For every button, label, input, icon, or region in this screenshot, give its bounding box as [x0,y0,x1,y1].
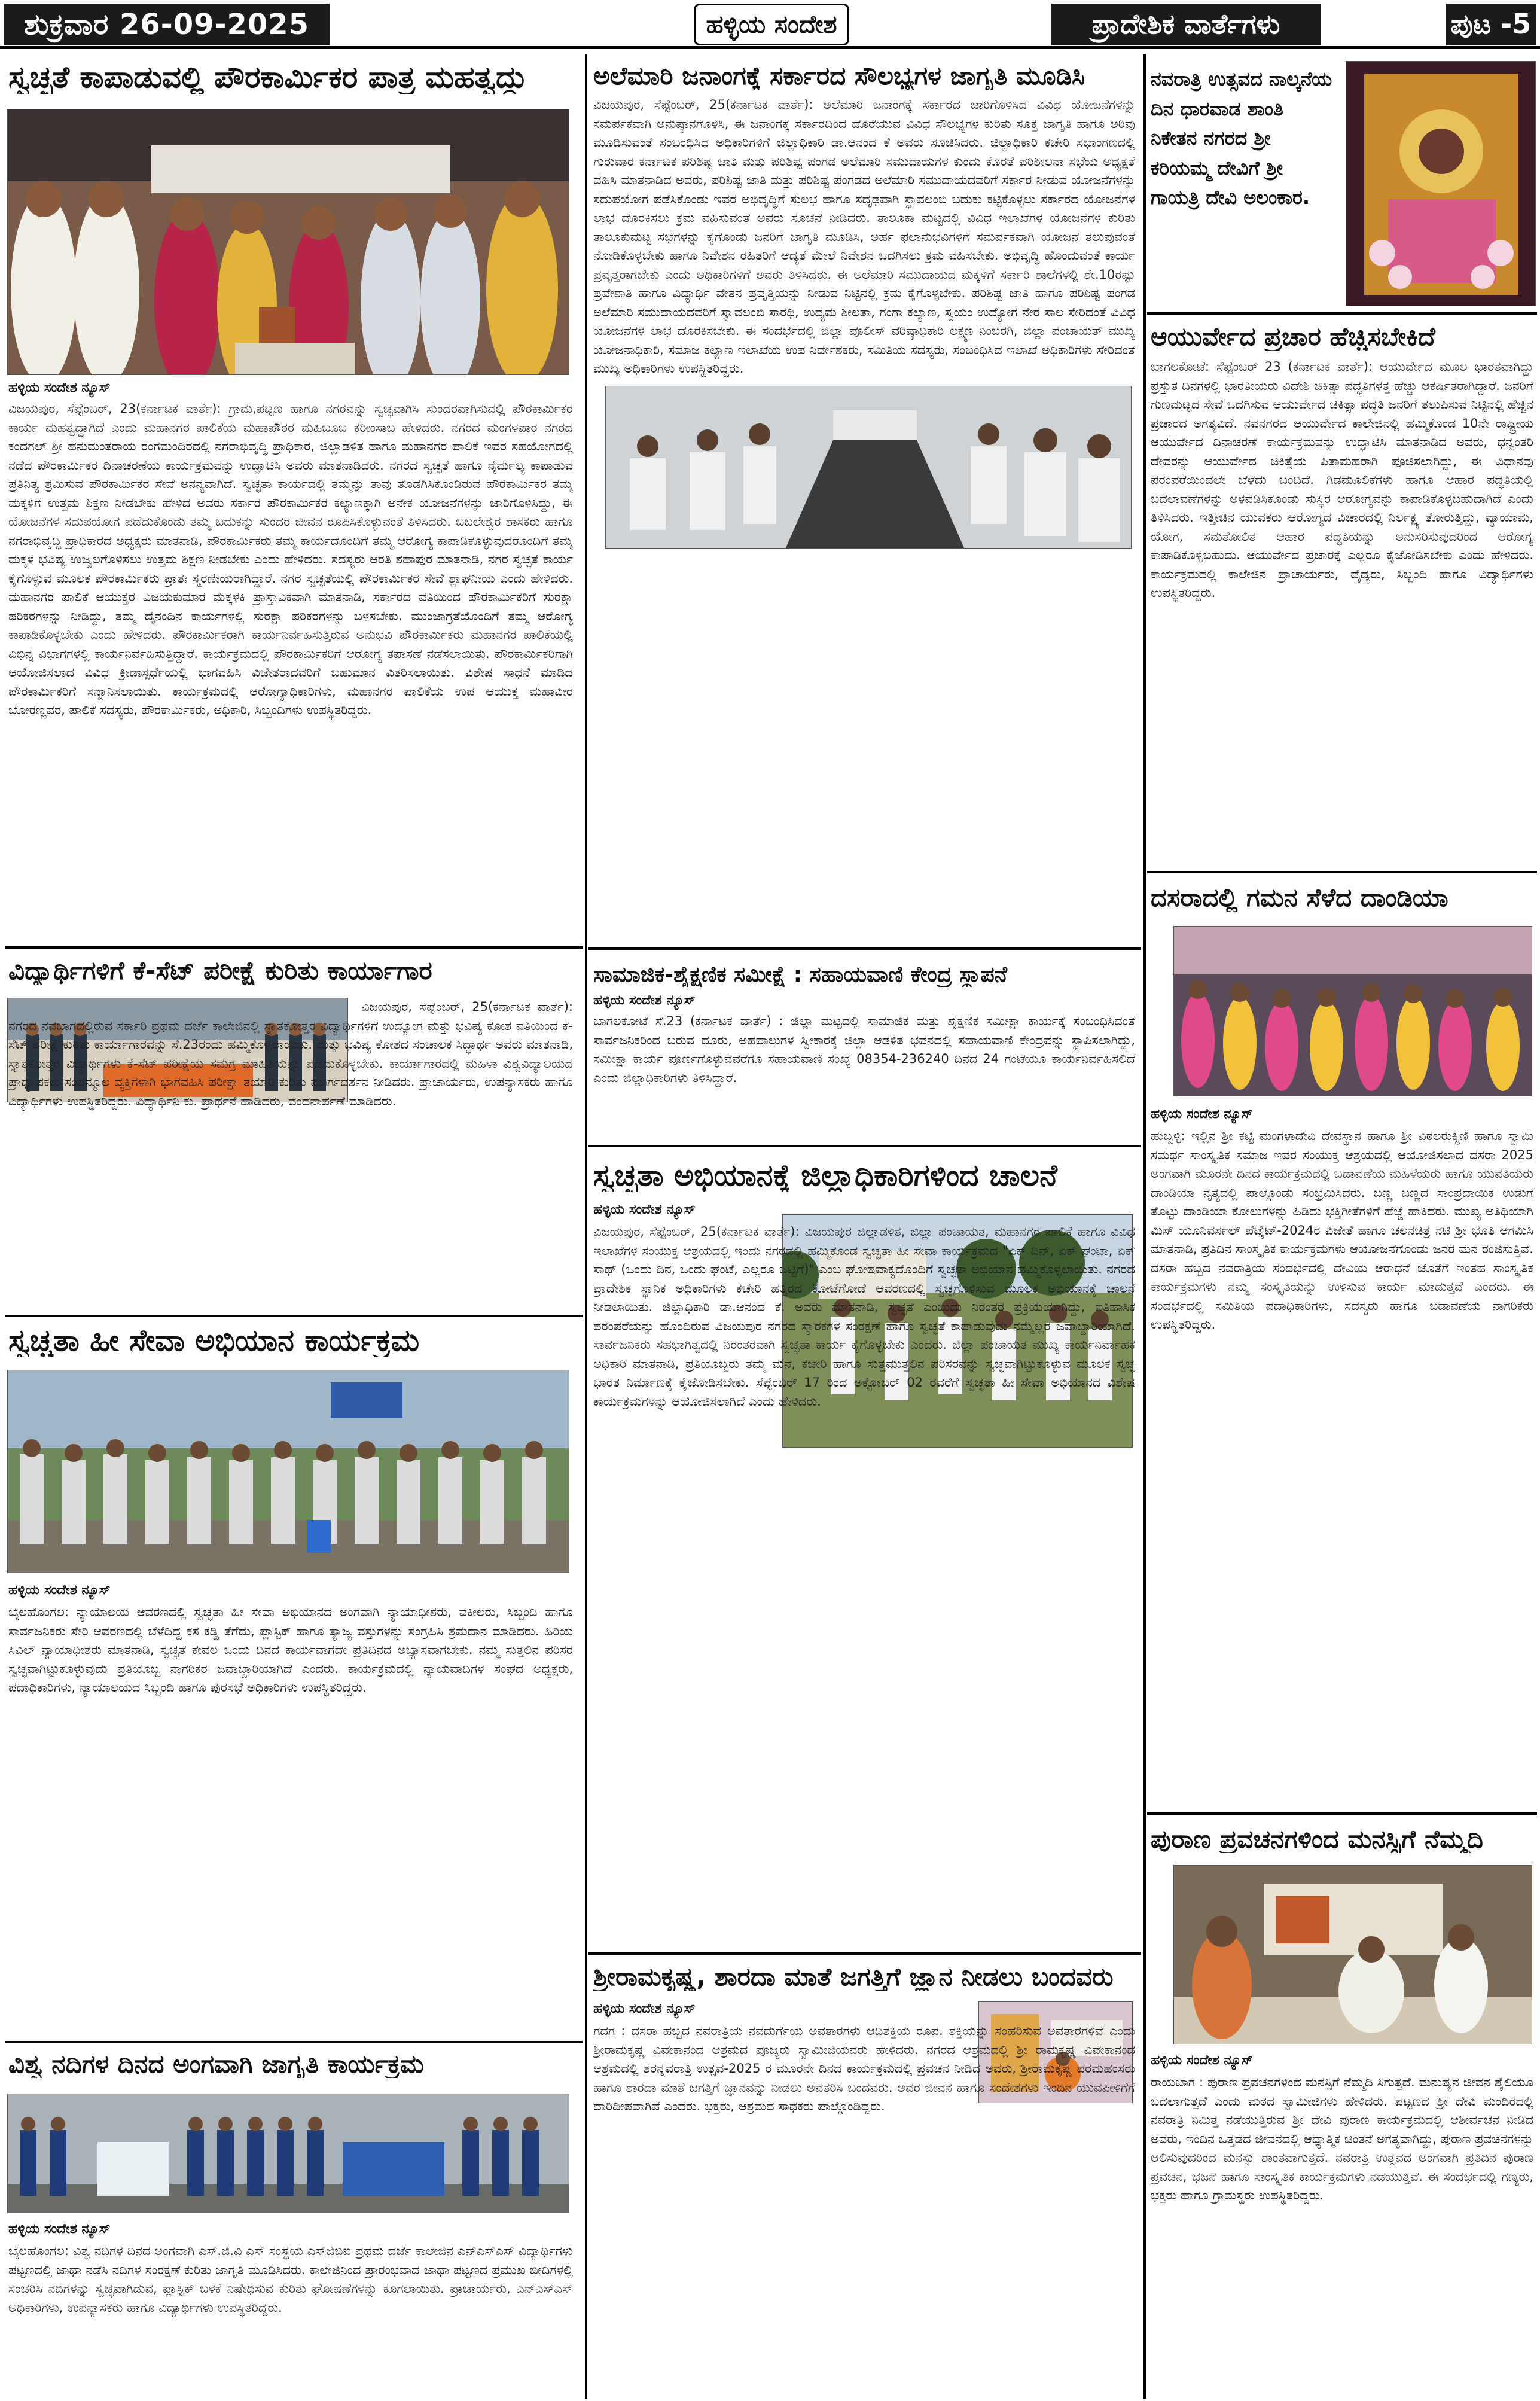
article-divider [5,2041,583,2043]
masthead [0,0,1540,49]
article-photo [7,1370,569,1573]
article-headline: ವಿಶ್ವ ನದಿಗಳ ದಿನದ ಅಂಗವಾಗಿ ಜಾಗೃತಿ ಕಾರ್ಯಕ್ರಮ [8,2050,424,2079]
article-photo [1346,61,1536,306]
page-number: ಪುಟ -5 [1446,4,1536,45]
article-body: ಗದಗ : ದಸರಾ ಹಬ್ಬದ ನವರಾತ್ರಿಯ ನವದುರ್ಗೆಯ ಅವತಾರಗಳು ಆದಿಶಕ್ತಿಯ ರೂಪ. ಶಕ್ತಿಯನ್ನು ಸಂಹರಿಸುವ ಅವತಾರಗಳಿವೆ ಎಂದು ಶ್ರೀರಾಮಕೃಷ್ಣ ವಿವೇಕಾನಂದ ಆಶ್ರಮದ ಪೂಜ್ಯರು ಸ್ವಾಮೀಜಿಯವರು ಹೇಳಿದರು. ನಗರದ ಆಶ್ರಮದಲ್ಲಿ ಶ್ರೀ ರಾಮಕೃಷ್ಣ ವಿವೇಕಾನಂದ ಆಶ್ರಮದಲ್ಲಿ ಶರನ್ನವರಾತ್ರಿ ಉತ್ಸವ-2025 ರ ಮೂರನೇ ದಿನದ ಕಾರ್ಯಕ್ರಮದಲ್ಲಿ ಪ್ರವಚನ ನೀಡಿದ ಅವರು, ಶ್ರೀರಾಮಕೃಷ್ಣ ಪರಮಹಂಸರು ಹಾಗೂ ಶಾರದಾ ಮಾತೆ ಜಗತ್ತಿಗೆ ಜ್ಞಾನವನ್ನು ನೀಡಲು ಅವತರಿಸಿ ಬಂದವರು. ಅವರ ಜೀವನ ಹಾಗೂ ಸಂದೇಶಗಳು ಇಂದಿನ ಯುವಪೀಳಿಗೆಗೆ ದಾರಿದೀಪವಾಗಿವೆ ಎಂದರು. ಭಕ್ತರು, ಆಶ್ರಮದ ಸಾಧಕರು ಪಾಲ್ಗೊಂಡಿದ್ದರು. [593,2024,1135,2113]
article-byline: ಹಳ್ಳಿಯ ಸಂದೇಶ ನ್ಯೂಸ್ [8,380,111,395]
article-byline: ಹಳ್ಳಿಯ ಸಂದೇಶ ನ್ಯೂಸ್ [8,2222,111,2237]
article-body: ಬಾಗಲಕೋಟೆ ಸೆ.23 (ಕರ್ನಾಟಕ ವಾರ್ತೆ) : ಜಿಲ್ಲಾ ಮಟ್ಟದಲ್ಲಿ ಸಾಮಾಜಿಕ ಮತ್ತು ಶೈಕ್ಷಣಿಕ ಸಮೀಕ್ಷಾ ಕಾರ್ಯಕ್ಕೆ ಸಂಬಂಧಿಸಿದಂತೆ ಸಾರ್ವಜನಿಕರಿಂದ ಬರುವ ದೂರು, ಅಹವಾಲುಗಳ ಸ್ವೀಕಾರಕ್ಕೆ ಜಿಲ್ಲಾ ಆಡಳಿತ ಭವನದಲ್ಲಿ ಸಹಾಯವಾಣಿ ಕೇಂದ್ರವನ್ನು ಸ್ಥಾಪಿಸಲಾಗಿದ್ದು, ಸಮೀಕ್ಷಾ ಕಾರ್ಯ ಪೂರ್ಣಗೊಳ್ಳುವವರೆಗೂ ಸಹಾಯವಾಣಿ ಸಂಖ್ಯೆ 08354-236240 ದಿನದ 24 ಗಂಟೆಯೂ ಕಾರ್ಯನಿರ್ವಹಿಸಲಿದೆ ಎಂದು ಜಿಲ್ಲಾಧಿಕಾರಿಗಳು ತಿಳಿಸಿದ್ದಾರೆ. [593,1014,1135,1085]
article-headline: ಸ್ವಚ್ಛತೆ ಕಾಪಾಡುವಲ್ಲಿ ಪೌರಕಾರ್ಮಿಕರ ಪಾತ್ರ ಮಹತ್ವದ್ದು [8,61,527,94]
article-byline: ಹಳ್ಳಿಯ ಸಂದೇಶ ನ್ಯೂಸ್ [1151,1107,1253,1122]
article-body: ಬೈಲಹೊಂಗಲ: ನ್ಯಾಯಾಲಯ ಆವರಣದಲ್ಲಿ ಸ್ವಚ್ಛತಾ ಹೀ ಸೇವಾ ಅಭಿಯಾನದ ಅಂಗವಾಗಿ ನ್ಯಾಯಾಧೀಶರು, ವಕೀಲರು, ಸಿಬ್ಬಂದಿ ಹಾಗೂ ಸಾರ್ವಜನಿಕರು ಸೇರಿ ಆವರಣದಲ್ಲಿ ಬೆಳೆದಿದ್ದ ಕಸ ಕಡ್ಡಿ ತೆಗೆದು, ಪ್ಲಾಸ್ಟಿಕ್ ಹಾಗೂ ತ್ಯಾಜ್ಯ ವಸ್ತುಗಳನ್ನು ಸಂಗ್ರಹಿಸಿ ಶ್ರಮದಾನ ಮಾಡಿದರು. ಹಿರಿಯ ಸಿವಿಲ್ ನ್ಯಾಯಾಧೀಶರು ಮಾತನಾಡಿ, ಸ್ವಚ್ಛತೆ ಕೇವಲ ಒಂದು ದಿನದ ಕಾರ್ಯವಾಗದೇ ಪ್ರತಿದಿನದ ಅಭ್ಯಾಸವಾಗಬೇಕು. ನಮ್ಮ ಸುತ್ತಲಿನ ಪರಿಸರ ಸ್ವಚ್ಛವಾಗಿಟ್ಟುಕೊಳ್ಳುವುದು ಪ್ರತಿಯೊಬ್ಬ ನಾಗರಿಕರ ಜವಾಬ್ದಾರಿಯಾಗಿದೆ ಎಂದರು. ಕಾರ್ಯಕ್ರಮದಲ್ಲಿ ನ್ಯಾಯವಾದಿಗಳ ಸಂಘದ ಅಧ್ಯಕ್ಷರು, ಪದಾಧಿಕಾರಿಗಳು, ನ್ಯಾಯಾಲಯದ ಸಿಬ್ಬಂದಿ ಹಾಗೂ ಪುರಸಭೆ ಅಧಿಕಾರಿಗಳು ಉಪಸ್ಥಿತರಿದ್ದರು. [8,1605,573,1695]
article-headline: ದಸರಾದಲ್ಲಿ ಗಮನ ಸೆಳೆದ ದಾಂಡಿಯಾ [1151,884,1448,912]
photo-caption: ನವರಾತ್ರಿ ಉತ್ಸವದ ನಾಲ್ಕನೆಯ ದಿನ ಧಾರವಾಡ ಶಾಂತಿ ನಿಕೇತನ ನಗರದ ಶ್ರೀ ಕರಿಯಮ್ಮ ದೇವಿಗೆ ಶ್ರೀ ಗಾಯತ್ರಿ ದೇವಿ ಅಲಂಕಾರ. [1151,68,1332,209]
article-photo [7,2094,569,2213]
article-divider [588,1145,1141,1147]
article-body-continued [593,556,1135,939]
section-title: ಪ್ರಾದೇಶಿಕ ವಾರ್ತೆಗಳು [1051,4,1321,45]
article-divider [5,1315,583,1317]
article-divider [1147,871,1537,873]
article-body: ಬೈಲಹೊಂಗಲ: ವಿಶ್ವ ನದಿಗಳ ದಿನದ ಅಂಗವಾಗಿ ಎಸ್.ಜಿ.ವಿ ಎಸ್ ಸಂಸ್ಥೆಯ ಎಸ್‌ಜಿಬಿಐ ಪ್ರಥಮ ದರ್ಜೆ ಕಾಲೇಜಿನ ಎನ್ಎಸ್ಎಸ್ ವಿದ್ಯಾರ್ಥಿಗಳು ಪಟ್ಟಣದಲ್ಲಿ ಜಾಥಾ ನಡೆಸಿ ನದಿಗಳ ಸಂರಕ್ಷಣೆ ಕುರಿತು ಜಾಗೃತಿ ಮೂಡಿಸಿದರು. ಕಾಲೇಜಿನಿಂದ ಪ್ರಾರಂಭವಾದ ಜಾಥಾ ಪಟ್ಟಣದ ಪ್ರಮುಖ ಬೀದಿಗಳಲ್ಲಿ ಸಂಚರಿಸಿ ನದಿಗಳನ್ನು ಸ್ವಚ್ಛವಾಗಿಡುವ, ಪ್ಲಾಸ್ಟಿಕ್ ಬಳಕೆ ನಿಷೇಧಿಸುವ ಕುರಿತು ಘೋಷಣೆಗಳನ್ನು ಕೂಗಲಾಯಿತು. ಪ್ರಾಚಾರ್ಯರು, ಎನ್ಎಸ್ಎಸ್ ಅಧಿಕಾರಿಗಳು, ಉಪನ್ಯಾಸಕರು ಹಾಗೂ ವಿದ್ಯಾರ್ಥಿಗಳು ಉಪಸ್ಥಿತರಿದ್ದರು. [8,2244,573,2315]
article-body: ಬಾಗಲಕೋಟೆ: ಸೆಪ್ಟೆಂಬರ್ 23 (ಕರ್ನಾಟಕ ವಾರ್ತೆ): ಆಯುರ್ವೇದ ಮೂಲ ಭಾರತವಾಗಿದ್ದು ಪ್ರಸ್ತುತ ದಿನಗಳಲ್ಲಿ ಭಾರತೀಯರು ವಿದೇಶಿ ಚಿಕಿತ್ಸಾ ಪದ್ಧತಿಗಳತ್ತ ಹೆಚ್ಚು ಆಕರ್ಷಿತರಾಗಿದ್ದಾರೆ. ಜನರಿಗೆ ಗುಣಮಟ್ಟದ ಸೇವೆ ಒದಗಿಸುವ ಆಯುರ್ವೇದ ಚಿಕಿತ್ಸಾ ಪದ್ಧತಿ ಜನರಿಗೆ ತಲುಪಿಸುವ ನಿಟ್ಟಿನಲ್ಲಿ ಹೆಚ್ಚಿನ ಪ್ರಚಾರದ ಅಗತ್ಯವಿದೆ. ನವನಗರದ ಆಯುರ್ವೇದ ಕಾಲೇಜಿನಲ್ಲಿ ಹಮ್ಮಿಕೊಂಡ 10ನೇ ರಾಷ್ಟ್ರೀಯ ಆಯುರ್ವೇದ ದಿನಾಚರಣೆ ಕಾರ್ಯಕ್ರಮವನ್ನು ಉದ್ಘಾಟಿಸಿ ಮಾತನಾಡಿದ ಅವರು, ಧನ್ವಂತರಿ ದೇವರನ್ನು ಆಯುರ್ವೇದ ಚಿಕಿತ್ಸೆಯ ಪಿತಾಮಹರಾಗಿ ಪೂಜಿಸಲಾಗಿದ್ದು, ಈ ವಿಧಾನವು ಪರಂಪರೆಯಿಂದಲೇ ಬೆಳೆದು ಬಂದಿದೆ. ಗಿಡಮೂಲಿಕೆಗಳು ಹಾಗೂ ಆಹಾರ ಪದ್ಧತಿಯಲ್ಲಿ ಬದಲಾವಣೆಗಳನ್ನು ಅಳವಡಿಸಿಕೊಂಡು ಸುಸ್ಥಿರ ಆರೋಗ್ಯವನ್ನು ಕಾಪಾಡಿಕೊಳ್ಳಬಹುದಾಗಿದೆ ಎಂದು ತಿಳಿಸಿದರು. ಇತ್ತೀಚಿನ ಯುವಕರು ಆರೋಗ್ಯದ ವಿಚಾರದಲ್ಲಿ ನಿರ್ಲಕ್ಷ್ಯ ತೋರುತ್ತಿದ್ದು, ವ್ಯಾಯಾಮ, ಯೋಗ, ಸಮತೋಲಿತ ಆಹಾರ ಪದ್ಧತಿಯನ್ನು ಅನುಸರಿಸುವುದರಿಂದ ಆರೋಗ್ಯ ಕಾಪಾಡಿಕೊಳ್ಳಬಹುದು. ಆಯುರ್ವೇದ ಪ್ರಚಾರಕ್ಕೆ ಎಲ್ಲರೂ ಕೈಜೋಡಿಸಬೇಕು ಎಂದು ಹೇಳಿದರು. ಕಾರ್ಯಕ್ರಮದಲ್ಲಿ ಕಾಲೇಜಿನ ಪ್ರಾಚಾರ್ಯರು, ವೈದ್ಯರು, ಸಿಬ್ಬಂದಿ ಹಾಗೂ ವಿದ್ಯಾರ್ಥಿಗಳು ಉಪಸ್ಥಿತರಿದ್ದರು. [1151,359,1533,600]
article-divider [1147,1812,1537,1815]
article-body: ವಿಜಯಪುರ, ಸೆಪ್ಟೆಂಬರ್, 25(ಕರ್ನಾಟಕ ವಾರ್ತೆ): ಅಲೆಮಾರಿ ಜನಾಂಗಕ್ಕೆ ಸರ್ಕಾರದ ಜಾರಿಗೊಳಿಸಿದ ವಿವಿಧ ಯೋಜನೆಗಳನ್ನು ಸಮರ್ಪಕವಾಗಿ ಅನುಷ್ಠಾನಗೊಳಿಸಿ, ಈ ಜನಾಂಗಕ್ಕೆ ಸರ್ಕಾರದಿಂದ ದೊರೆಯುವ ವಿವಿಧ ಸೌಲಭ್ಯಗಳ ಕುರಿತು ಸೂಕ್ತ ಜಾಗೃತಿ ಹಾಗೂ ಅರಿವು ಮೂಡಿಸುವಂತೆ ಸಂಬಂಧಿಸಿದ ಅಧಿಕಾರಿಗಳಿಗೆ ಜಿಲ್ಲಾಧಿಕಾರಿ ಡಾ.ಆನಂದ ಕೆ ಅವರು ಸೂಚಿಸಿದರು. ಜಿಲ್ಲಾಧಿಕಾರಿ ಕಚೇರಿ ಸಭಾಂಗಣದಲ್ಲಿ ಗುರುವಾರ ಕರ್ನಾಟಕ ಪರಿಶಿಷ್ಟ ಜಾತಿ ಮತ್ತು ಪರಿಶಿಷ್ಟ ಪಂಗಡ ಅಲೆಮಾರಿ ಸಮುದಾಯಗಳ ಕುಂದು ಕೊರತೆ ಪರಿಶೀಲನಾ ಸಭೆಯ ಅಧ್ಯಕ್ಷತೆ ವಹಿಸಿ ಮಾತನಾಡಿದ ಅವರು, ಪರಿಶಿಷ್ಟ ಜಾತಿ ಮತ್ತು ಪರಿಶಿಷ್ಟ ಪಂಗಡದ ಅಲೆಮಾರಿ ಸಮುದಾಯದವರಿಗೆ ಸರ್ಕಾರ ನೀಡುವ ಯೋಜನೆಗಳನ್ನು ಸದುಪಯೋಗ ಪಡೆಸಿಕೊಂಡು ಇವರ ಅಭಿವೃದ್ಧಿಗೆ ಸುಲಭ ಹಾಗೂ ಸದೃಢವಾಗಿ ಸ್ಥಾವಲಂಬಿ ಬದುಕು ಕಟ್ಟಿಕೊಳ್ಳಲು ಸರ್ಕಾರದ ಯೋಜನೆಗಳ ಲಾಭ ದೊರಕಿಸಲು ಕ್ರಮ ವಹಿಸುವಂತೆ ಅವರು ಸೂಚನೆ ನೀಡಿದರು. ತಾಲೂಕಾ ಮಟ್ಟದಲ್ಲಿ ವಿವಿಧ ಇಲಾಖೆಗಳ ಯೋಜನೆಗಳ ಕುರಿತು ತಾಲೂಕುಮಟ್ಟ ಸಭೆಗಳನ್ನು ಕೈಗೊಂಡು ಜನರಿಗೆ ಜಾಗೃತಿ ಮೂಡಿಸಿ, ಅರ್ಹ ಫಲಾನುಭವಿಗಳಿಗೆ ಸಮರ್ಪಕವಾಗಿ ಯೋಜನೆ ತಲುಪುವಂತೆ ನೋಡಿಕೊಳ್ಳಬೇಕು ಹಾಗೂ ನಿವೇಶನ ರಹಿತರಿಗೆ ಆದ್ಯತೆ ಮೇಲೆ ನಿವೇಶನ ಒದಗಿಸಲು ಕ್ರಮ ವಹಿಸಬೇಕು. ಅಭಿವೃದ್ಧಿ ಹೊಂದುವಂತೆ ಕಾರ್ಯ ಪ್ರವೃತ್ತರಾಗಬೇಕು ಎಂದು ಅಧಿಕಾರಿಗಳಿಗೆ ಅವರು ತಿಳಿಸಿದರು. ಈ ಅಲೆಮಾರಿ ಸಮುದಾಯದ ಮಕ್ಕಳಿಗೆ ಸರ್ಕಾರಿ ಶಾಲೆಗಳಲ್ಲಿ ಶೇ.10ರಷ್ಟು ಪ್ರವೇಶಾತಿ ಹಾಗೂ ವಿದ್ಯಾರ್ಥಿ ವೇತನ ಪ್ರವೃತ್ತಿಯನ್ನು ನೀಡುವ ನಿಟ್ಟಿನಲ್ಲಿ ಕ್ರಮ ಕೈಗೊಳ್ಳಬೇಕು. ಪರಿಶಿಷ್ಟ ಜಾತಿ ಹಾಗೂ ಪರಿಶಿಷ್ಟ ಪಂಗಡ ಅಲೆಮಾರಿ ಸಮುದಾಯದವರಿಗೆ ಸ್ವಾವಲಂಬಿ ಸಾರಥಿ, ಉದ್ಯಮ ಶೀಲತಾ, ಗಂಗಾ ಕಲ್ಯಾಣ, ಸ್ವಯಂ ಉದ್ಯೋಗ ನೇರ ಸಾಲ ಸೇರಿದಂತೆ ವಿವಿಧ ಯೋಜನೆಗಳ ಲಾಭ ದೊರಕಿಸಬೇಕು. ಈ ಸಂದರ್ಭದಲ್ಲಿ ಜಿಲ್ಲಾ ಪೊಲೀಸ್ ವರಿಷ್ಠಾಧಿಕಾರಿ ಲಕ್ಷ್ಮಣ ನಿಂಬರಗಿ, ಜಿಲ್ಲಾ ಪಂಚಾಯತ್ ಮುಖ್ಯ ಯೋಜನಾಧಿಕಾರಿ, ಸಮಾಜ ಕಲ್ಯಾಣ ಇಲಾಖೆಯ ಉಪ ನಿರ್ದೇಶಕರು, ಸಮಿತಿಯ ಸದಸ್ಯರು, ಸಂಬಂಧಿಸಿದ ಇಲಾಖೆ ಅಧಿಕಾರಿಗಳು ಸೇರಿದಂತೆ ಮುಖ್ಯ ಅಧಿಕಾರಿಗಳು ಉಪಸ್ಥಿತರಿದ್ದರು. [593,97,1135,376]
article-body: ವಿಜಯಪುರ, ಸೆಪ್ಟೆಂಬರ್, 25(ಕರ್ನಾಟಕ ವಾರ್ತೆ): ವಿಜಯಪುರ ಜಿಲ್ಲಾಡಳಿತ, ಜಿಲ್ಲಾ ಪಂಚಾಯತ, ಮಹಾನಗರ ಪಾಲಿಕೆ ಹಾಗೂ ವಿವಿಧ ಇಲಾಖೆಗಳ ಸಂಯುಕ್ತ ಆಶ್ರಯದಲ್ಲಿ ಇಂದು ನಗರದಲ್ಲಿ ಹಮ್ಮಿಕೊಂಡ ಸ್ವಚ್ಛತಾ ಹೀ ಸೇವಾ ಕಾರ್ಯಕ್ರಮದ "ಏಕ್ ದಿನ್, ಏಕ್ ಘಂಟಾ, ಏಕ್ ಸಾಥ್ (ಒಂದು ದಿನ, ಒಂದು ಘಂಟೆ, ಎಲ್ಲರೂ ಒಟ್ಟಿಗೆ)" ಎಂಬ ಘೋಷವಾಕ್ಯದೊಂದಿಗೆ ಸ್ವಚ್ಛತಾ ಅಭಿಯಾನ ಹಮ್ಮಿಕೊಳ್ಳಲಾಯಿತು. ನಗರದ ಪ್ರಾದೇಶಿಕ ಸ್ಥಾನಿಕ ಅಧಿಕಾರಿಗಳು ಕಚೇರಿ ಹತ್ತಿರದ ಕೋಟೆಗೋಡೆ ಆವರಣದಲ್ಲಿ ಸ್ವಚ್ಛಗೊಳಿಸುವ ಮೂಲಕ ಅಭಿಯಾನಕ್ಕೆ ಚಾಲನೆ ನೀಡಲಾಯಿತು. ಜಿಲ್ಲಾಧಿಕಾರಿ ಡಾ.ಆನಂದ ಕೆ. ಅವರು ಮಾತನಾಡಿ, ಸ್ವಚ್ಛತೆ ಎಂಬುದು ನಿರಂತರ ಪ್ರಕ್ರಿಯೆಯಾಗಿದ್ದು, ಐತಿಹಾಸಿಕ ಪರಂಪರೆಯನ್ನು ಹೊಂದಿರುವ ವಿಜಯಪುರ ನಗರದ ಸ್ಮಾರಕಗಳ ಸಂರಕ್ಷಣೆ ಹಾಗೂ ಸ್ವಚ್ಛತೆ ಕಾಪಾಡುವುದು ನಮ್ಮೆಲ್ಲರ ಜವಾಬ್ದಾರಿಯಾಗಿದೆ. ಸಾರ್ವಜನಿಕರು ಸಹಭಾಗಿತ್ವದಲ್ಲಿ ನಿರಂತರವಾಗಿ ಸ್ವಚ್ಛತಾ ಕಾರ್ಯ ಕೈಗೊಳ್ಳಬೇಕು ಎಂದರು. ಜಿಲ್ಲಾ ಪಂಚಾಯತ ಮುಖ್ಯ ಕಾರ್ಯನಿರ್ವಾಹಕ ಅಧಿಕಾರಿ ಮಾತನಾಡಿ, ಪ್ರತಿಯೊಬ್ಬರು ತಮ್ಮ ಮನೆ, ಕಚೇರಿ ಹಾಗೂ ಸುತ್ತಮುತ್ತಲಿನ ಪರಿಸರವನ್ನು ಸ್ವಚ್ಛವಾಗಿಟ್ಟುಕೊಳ್ಳುವ ಮೂಲಕ ಸ್ವಚ್ಛ ಭಾರತ ನಿರ್ಮಾಣಕ್ಕೆ ಕೈಜೋಡಿಸಬೇಕು. ಸೆಪ್ಟೆಂಬರ್ 17 ರಿಂದ ಅಕ್ಟೋಬರ್ 02 ರವರೆಗೆ ಸ್ವಚ್ಛತಾ ಹೀ ಸೇವಾ ಅಭಿಯಾನದ ವಿಶೇಷ ಕಾರ್ಯಕ್ರಮಗಳನ್ನು ಆಯೋಜಿಸಲಾಗಿದೆ ಎಂದು ಹೇಳಿದರು. [593,1224,1135,1409]
article-headline: ಸಾಮಾಜಿಕ-ಶೈಕ್ಷಣಿಕ ಸಮೀಕ್ಷೆ : ಸಹಾಯವಾಣಿ ಕೇಂದ್ರ ಸ್ಥಾಪನೆ [593,963,1008,987]
article-divider [1147,312,1537,315]
newspaper-title: ಹಳ್ಳಿಯ ಸಂದೇಶ [694,4,849,45]
article-body: ಹುಬ್ಬಳ್ಳಿ: ಇಲ್ಲಿನ ಶ್ರೀ ಕಟ್ಟಿ ಮಂಗಳಾದೇವಿ ದೇವಸ್ಥಾನ ಹಾಗೂ ಶ್ರೀ ವಿಠಲರುಕ್ಮಿಣಿ ಹಾಗೂ ಸ್ವಾಮಿ ಸಮರ್ಥ ಸಾಂಸ್ಕೃತಿಕ ಸಮಾಜ ಇವರ ಸಂಯುಕ್ತ ಆಶ್ರಯದಲ್ಲಿ ಆಯೋಜಿಸಲಾದ ದಸರಾ 2025 ಅಂಗವಾಗಿ ಮೂರನೇ ದಿನದ ಕಾರ್ಯಕ್ರಮದಲ್ಲಿ ಬಡಾವಣೆಯ ಮಹಿಳೆಯರು ಹಾಗೂ ಯುವತಿಯರು ದಾಂಡಿಯಾ ನೃತ್ಯದಲ್ಲಿ ಪಾಲ್ಗೊಂಡು ಸಂಭ್ರಮಿಸಿದರು. ಬಣ್ಣ ಬಣ್ಣದ ಸಾಂಪ್ರದಾಯಿಕ ಉಡುಗೆ ತೊಟ್ಟು ದಾಂಡಿಯಾ ಕೋಲುಗಳನ್ನು ಹಿಡಿದು ಭಕ್ತಿಗೀತೆಗಳಿಗೆ ಹೆಜ್ಜೆ ಹಾಕಿದರು. ಮುಖ್ಯ ಅತಿಥಿಯಾಗಿ ಮಿಸ್ ಯೂನಿವರ್ಸಲ್ ಪೆಟೈಟ್-2024ರ ವಿಜೇತೆ ಹಾಗೂ ಚಲನಚಿತ್ರ ನಟಿ ಶ್ರೀ ಭೂತಿ ಆಗಮಿಸಿ ಮಾತನಾಡಿ, ಪ್ರತಿದಿನ ಸಾಂಸ್ಕೃತಿಕ ಕಾರ್ಯಕ್ರಮಗಳು ಆಯೋಜನೆಗೊಂಡು ಜನರ ಮನ ರಂಜಿಸುತ್ತಿವೆ. ದಸರಾ ಹಬ್ಬದ ನವರಾತ್ರಿಯ ಸಂದರ್ಭದಲ್ಲಿ ದೇವಿಯ ಆರಾಧನೆ ಜೊತೆಗೆ ಇಂತಹ ಸಾಂಸ್ಕೃತಿಕ ಕಾರ್ಯಕ್ರಮಗಳು ನಮ್ಮ ಸಂಸ್ಕೃತಿಯನ್ನು ಉಳಿಸುವ ಕಾರ್ಯ ಮಾಡುತ್ತವೆ ಎಂದರು. ಈ ಸಂದರ್ಭದಲ್ಲಿ ಸಮಿತಿಯ ಪದಾಧಿಕಾರಿಗಳು, ಸದಸ್ಯರು ಹಾಗೂ ಬಡಾವಣೆಯ ನಾಗರಿಕರು ಉಪಸ್ಥಿತರಿದ್ದರು. [1151,1129,1533,1331]
article-photo [1173,1865,1532,2044]
article-byline: ಹಳ್ಳಿಯ ಸಂದೇಶ ನ್ಯೂಸ್ [593,1202,696,1217]
article-body: ವಿಜಯಪುರ, ಸೆಪ್ಟೆಂಬರ್, 23(ಕರ್ನಾಟಕ ವಾರ್ತೆ): ಗ್ರಾಮ,ಪಟ್ಟಣ ಹಾಗೂ ನಗರವನ್ನು ಸ್ವಚ್ಛವಾಗಿಸಿ ಸುಂದರವಾಗಿಸುವಲ್ಲಿ ಪೌರಕಾರ್ಮಿಕರ ಕಾರ್ಯ ಮಹತ್ವದ್ದಾಗಿದೆ ಎಂದು ಮಹಾನಗರ ಪಾಲಿಕೆಯ ಮಹಾಪೌರರ ಮಹಿಬೂಬ ಕರೀಂಸಾಬ ಹೇಳಿದರು. ನಗರದ ಮಂಗಳವಾರ ನಗರದ ಕಂದಗಲ್ ಶ್ರೀ ಹನುಮಂತರಾಯ ರಂಗಮಂದಿರದಲ್ಲಿ ನಗರಾಭಿವೃದ್ಧಿ ಪ್ರಾಧಿಕಾರ, ಜಿಲ್ಲಾಡಳಿತ ಹಾಗೂ ಮಹಾನಗರ ಪಾಲಿಕೆ ಇವರ ಸಹಯೋಗದಲ್ಲಿ ನಡೆದ ಪೌರಕಾರ್ಮಿಕರ ದಿನಾಚರಣೆಯ ಕಾರ್ಯಕ್ರಮವನ್ನು ಉದ್ಘಾಟಿಸಿ ಅವರು ಮಾತನಾಡಿದರು. ನಗರದ ಸ್ವಚ್ಛತೆ ಹಾಗೂ ನೈರ್ಮಲ್ಯ ಕಾಪಾಡುವ ಪ್ರತಿನಿತ್ಯ ಶ್ರಮಿಸುವ ಪೌರಕಾರ್ಮಿಕರ ಸೇವೆ ಅನನ್ಯವಾಗಿದೆ. ಸ್ವಚ್ಛತಾ ಕಾರ್ಯದಲ್ಲಿ ತಮ್ಮನ್ನು ತಾವು ತೊಡಗಿಸಿಕೊಂಡಿರುವ ಪೌರಕಾರ್ಮಿಕರ ತಮ್ಮ ಮಕ್ಕಳಿಗೆ ಉತ್ತಮ ಶಿಕ್ಷಣ ನೀಡಬೇಕು ಹೇಳಿದ ಅವರು ಸರ್ಕಾರ ಪೌರಕಾರ್ಮಿಕರ ಕಲ್ಯಾಣಕ್ಕಾಗಿ ಅನೇಕ ಯೋಜನೆಗಳನ್ನು ಜಾರಿಗೊಳಿಸಿದ್ದು, ಈ ಯೋಜನೆಗಳ ಸದುಪಯೋಗ ಪಡೆದುಕೊಂಡು ತಮ್ಮ ಬದುಕನ್ನು ಸುಂದರ ಜೀವನ ರೂಪಿಸಿಕೊಳ್ಳುವಂತೆ ತಿಳಿಸಿದರು. ಬಬಲೇಶ್ವರ ಶಾಸಕರು ಹಾಗೂ ನಗರಾಭಿವೃದ್ಧಿ ಪ್ರಾಧಿಕಾರದ ಅಧ್ಯಕ್ಷರು ಮಾತನಾಡಿ, ಪೌರಕಾರ್ಮಿಕರು ತಮ್ಮ ಕಾರ್ಯದೊಂದಿಗೆ ತಮ್ಮ ಆರೋಗ್ಯ ಕಾಪಾಡಿಕೊಳ್ಳುವುದರೊಂದಿಗೆ ತಮ್ಮ ಮಕ್ಕಳ ಭವಿಷ್ಯ ಉಜ್ವಲಗೊಳಿಸಲು ಉತ್ತಮ ಶಿಕ್ಷಣ ನೀಡಬೇಕು ಎಂದು ಹೇಳಿದರು. ಸದಸ್ಯರು ಆರತಿ ಶಹಾಪುರ ಮಾತನಾಡಿ, ನಗರ ಸ್ವಚ್ಛತೆ ಕಾರ್ಯ ಕೈಗೊಳ್ಳುವ ಮೂಲಕ ಪೌರಕಾರ್ಮಿಕರು ಪ್ರಾತಃ ಸ್ಮರಣೀಯರಾಗಿದ್ದಾರೆ. ನಗರ ಸ್ವಚ್ಛತೆಯಲ್ಲಿ ಪೌರಕಾರ್ಮಿಕರ ಸೇವೆ ಶ್ಲಾಘನೀಯ ಎಂದು ಹೇಳಿದರು. ಮಹಾನಗರ ಪಾಲಿಕೆ ಆಯುಕ್ತರ ವಿಜಯಕುಮಾರ ಮೆಕ್ಕಳಕಿ ಪ್ರಾಸ್ತಾವಿಕವಾಗಿ ಮಾತನಾಡಿ, ಸರ್ಕಾರದ ವತಿಯಿಂದ ಪೌರಕಾರ್ಮಿಕರಿಗೆ ಸುರಕ್ಷಾ ಪರಿಕರಗಳನ್ನು ನೀಡಿದ್ದು, ತಮ್ಮ ದೈನಂದಿನ ಕಾರ್ಯಗಳಲ್ಲಿ ಸುರಕ್ಷಾ ಪರಿಕರಗಳನ್ನು ಬಳಸಬೇಕು. ಮುಂಜಾಗ್ರತೆಯೊಂದಿಗೆ ತಮ್ಮ ಆರೋಗ್ಯ ಕಾಪಾಡಿಕೊಳ್ಳಬೇಕು ಎಂದು ಹೇಳಿದರು. ಪೌರಕಾರ್ಮಿಕರಾಗಿ ಕಾರ್ಯನಿರ್ವಹಿಸುತ್ತಿರುವ ಅನುಭವಿ ಪೌರಕಾರ್ಮಿಕರು ಮಹಾನಗರ ಪಾಲಿಕೆಯಲ್ಲಿ ವಿಭಿನ್ನ ವಿಭಾಗಗಳಲ್ಲಿ ಕಾರ್ಯನಿರ್ವಹಿಸುತ್ತಿದ್ದಾರೆ. ಕಾರ್ಯಕ್ರಮದಲ್ಲಿ ಪೌರಕಾರ್ಮಿಕರಿಗೆ ಆರೋಗ್ಯ ತಪಾಸಣೆ ನಡೆಸಲಾಯಿತು. ಪೌರಕಾರ್ಮಿಕರಿಗಾಗಿ ಆಯೋಜಿಸಲಾದ ವಿವಿಧ ಕ್ರೀಡಾಸ್ಪರ್ಧೆಯಲ್ಲಿ ಭಾಗವಹಿಸಿ ವಿಜೇತರಾದವರಿಗೆ ಬಹುಮಾನ ವಿತರಿಸಲಾಯಿತು. ವಿಶೇಷ ಸಾಧನೆ ಮಾಡಿದ ಪೌರಕಾರ್ಮಿಕರಿಗೆ ಸನ್ಮಾನಿಸಲಾಯಿತು. ಕಾರ್ಯಕ್ರಮದಲ್ಲಿ ಆರೋಗ್ಯಾಧಿಕಾರಿಗಳು, ಮಹಾನಗರ ಪಾಲಿಕೆಯ ಉಪ ಆಯುಕ್ತ ಮಹಾವೀರ ಬೋರಣ್ಣವರ, ಪಾಲಿಕೆ ಸದಸ್ಯರು, ಪೌರಕಾರ್ಮಿಕರು, ಅಧಿಕಾರಿ, ಸಿಬ್ಬಂದಿಗಳು ಉಪಸ್ಥಿತರಿದ್ದರು. [8,401,573,717]
article-photo [7,109,569,375]
article-divider [588,1952,1141,1955]
issue-date: ಶುಕ್ರವಾರ 26-09-2025 [4,4,330,45]
article-photo [605,386,1132,549]
column-divider [585,54,587,2399]
article-headline: ಅಲೆಮಾರಿ ಜನಾಂಗಕ್ಕೆ ಸರ್ಕಾರದ ಸೌಲಭ್ಯಗಳ ಜಾಗೃತಿ ಮೂಡಿಸಿ [593,62,1085,90]
article-byline: ಹಳ್ಳಿಯ ಸಂದೇಶ ನ್ಯೂಸ್ [593,993,696,1008]
article-headline: ಸ್ವಚ್ಛತಾ ಅಭಿಯಾನಕ್ಕೆ ಜಿಲ್ಲಾಧಿಕಾರಿಗಳಿಂದ ಚಾಲನೆ [593,1159,1057,1192]
article-body: ವಿಜಯಪುರ, ಸೆಪ್ಟೆಂಬರ್, 25(ಕರ್ನಾಟಕ ವಾರ್ತೆ): ನಗರದ ನವಬಾಗದಲ್ಲಿರುವ ಸರ್ಕಾರಿ ಪ್ರಥಮ ದರ್ಜೆ ಕಾಲೇಜಿನಲ್ಲಿ ಸ್ನಾತಕೋತ್ತರ ವಿದ್ಯಾರ್ಥಿಗಳಿಗೆ ಉದ್ಯೋಗ ಮತ್ತು ಭವಿಷ್ಯ ಕೋಶ ವತಿಯಿಂದ ಕೆ-ಸೆಟ್ ಪರೀಕ್ಷೆ ಕುರಿತು ಕಾರ್ಯಾಗಾರವನ್ನು ಸೆ.23ರಂದು ಹಮ್ಮಿಕೊಳ್ಳಲಾಯಿತು. ಮತ್ತು ಭವಿಷ್ಯ ಕೋಶದ ಸಂಚಾಲಕ ಸಿದ್ಧಾರ್ಥ ಅವರು ಮಾತನಾಡಿ, ಸ್ನಾತಕೋತ್ತರ ವಿದ್ಯಾರ್ಥಿಗಳು ಕೆ-ಸೆಟ್ ಪರೀಕ್ಷೆಯ ಸಮಗ್ರ ಮಾಹಿತಿಯನ್ನು ಪಡೆದುಕೊಳ್ಳಬೇಕು. ಕಾರ್ಯಾಗಾರದಲ್ಲಿ ಮಹಿಳಾ ವಿಶ್ವವಿದ್ಯಾಲಯದ ಪ್ರಾಧ್ಯಾಪಕರು ಸಂಪನ್ಮೂಲ ವ್ಯಕ್ತಿಗಳಾಗಿ ಭಾಗವಹಿಸಿ ಪರೀಕ್ಷಾ ತಯಾರಿ ಕುರಿತು ಮಾರ್ಗದರ್ಶನ ನೀಡಿದರು. ಪ್ರಾಚಾರ್ಯರು, ಉಪನ್ಯಾಸಕರು ಹಾಗೂ ವಿದ್ಯಾರ್ಥಿಗಳು ಉಪಸ್ಥಿತರಿದ್ದರು. ವಿದ್ಯಾರ್ಥಿನಿ ಕು. ಪ್ರಾರ್ಥನೆ ಹಾಡಿದರು, ವಂದನಾರ್ಪಣೆ ಮಾಡಿದರು. [8,1000,573,1108]
article-byline: ಹಳ್ಳಿಯ ಸಂದೇಶ ನ್ಯೂಸ್ [8,1583,111,1598]
article-headline: ವಿದ್ಯಾರ್ಥಿಗಳಿಗೆ ಕೆ-ಸೆಟ್ ಪರೀಕ್ಷೆ ಕುರಿತು ಕಾರ್ಯಾಗಾರ [8,957,432,985]
article-photo [1173,926,1532,1096]
article-byline: ಹಳ್ಳಿಯ ಸಂದೇಶ ನ್ಯೂಸ್ [1151,2053,1253,2068]
column-divider [1143,54,1146,2399]
article-byline: ಹಳ್ಳಿಯ ಸಂದೇಶ ನ್ಯೂಸ್ [593,2001,696,2016]
article-divider [5,946,583,949]
article-headline: ಸ್ವಚ್ಚತಾ ಹೀ ಸೇವಾ ಅಭಿಯಾನ ಕಾರ್ಯಕ್ರಮ [8,1324,420,1357]
article-body: ರಾಯಬಾಗ : ಪುರಾಣ ಪ್ರವಚನಗಳಿಂದ ಮನಸ್ಸಿಗೆ ನೆಮ್ಮದಿ ಸಿಗುತ್ತದೆ. ಮನುಷ್ಯನ ಜೀವನ ಶೈಲಿಯೂ ಬದಲಾಗುತ್ತದೆ ಎಂದು ಮಠದ ಸ್ವಾಮೀಜಿಗಳು ಹೇಳಿದರು. ಪಟ್ಟಣದ ಶ್ರೀ ದೇವಿ ಮಂದಿರದಲ್ಲಿ ನವರಾತ್ರಿ ನಿಮಿತ್ತ ನಡೆಯುತ್ತಿರುವ ಶ್ರೀ ದೇವಿ ಪುರಾಣ ಕಾರ್ಯಕ್ರಮದಲ್ಲಿ ಆಶೀರ್ವಚನ ನೀಡಿದ ಅವರು, ಇಂದಿನ ಒತ್ತಡದ ಜೀವನದಲ್ಲಿ ಆಧ್ಯಾತ್ಮಿಕ ಚಿಂತನೆ ಅಗತ್ಯವಾಗಿದ್ದು, ಪುರಾಣ ಪ್ರವಚನಗಳನ್ನು ಆಲಿಸುವುದರಿಂದ ಮನಸ್ಸು ಶಾಂತವಾಗುತ್ತದೆ. ನವರಾತ್ರಿ ಉತ್ಸವದ ಅಂಗವಾಗಿ ಪ್ರತಿದಿನ ಪುರಾಣ ಪ್ರವಚನ, ಭಜನೆ ಹಾಗೂ ಸಾಂಸ್ಕೃತಿಕ ಕಾರ್ಯಕ್ರಮಗಳು ನಡೆಯುತ್ತಿವೆ. ಈ ಸಂದರ್ಭದಲ್ಲಿ ಗಣ್ಯರು, ಭಕ್ತರು ಹಾಗೂ ಗ್ರಾಮಸ್ಥರು ಉಪಸ್ಥಿತರಿದ್ದರು. [1151,2075,1533,2202]
article-headline: ಆಯುರ್ವೇದ ಪ್ರಚಾರ ಹೆಚ್ಚಿಸಬೇಕಿದೆ [1151,323,1435,351]
article-headline: ಪುರಾಣ ಪ್ರವಚನಗಳಿಂದ ಮನಸ್ಸಿಗೆ ನೆಮ್ಮದಿ [1151,1826,1483,1854]
article-divider [588,947,1141,950]
article-headline: ಶ್ರೀರಾಮಕೃಷ್ಣ, ಶಾರದಾ ಮಾತೆ ಜಗತ್ತಿಗೆ ಜ್ಞಾನ ನೀಡಲು ಬಂದವರು [593,1963,1114,1991]
